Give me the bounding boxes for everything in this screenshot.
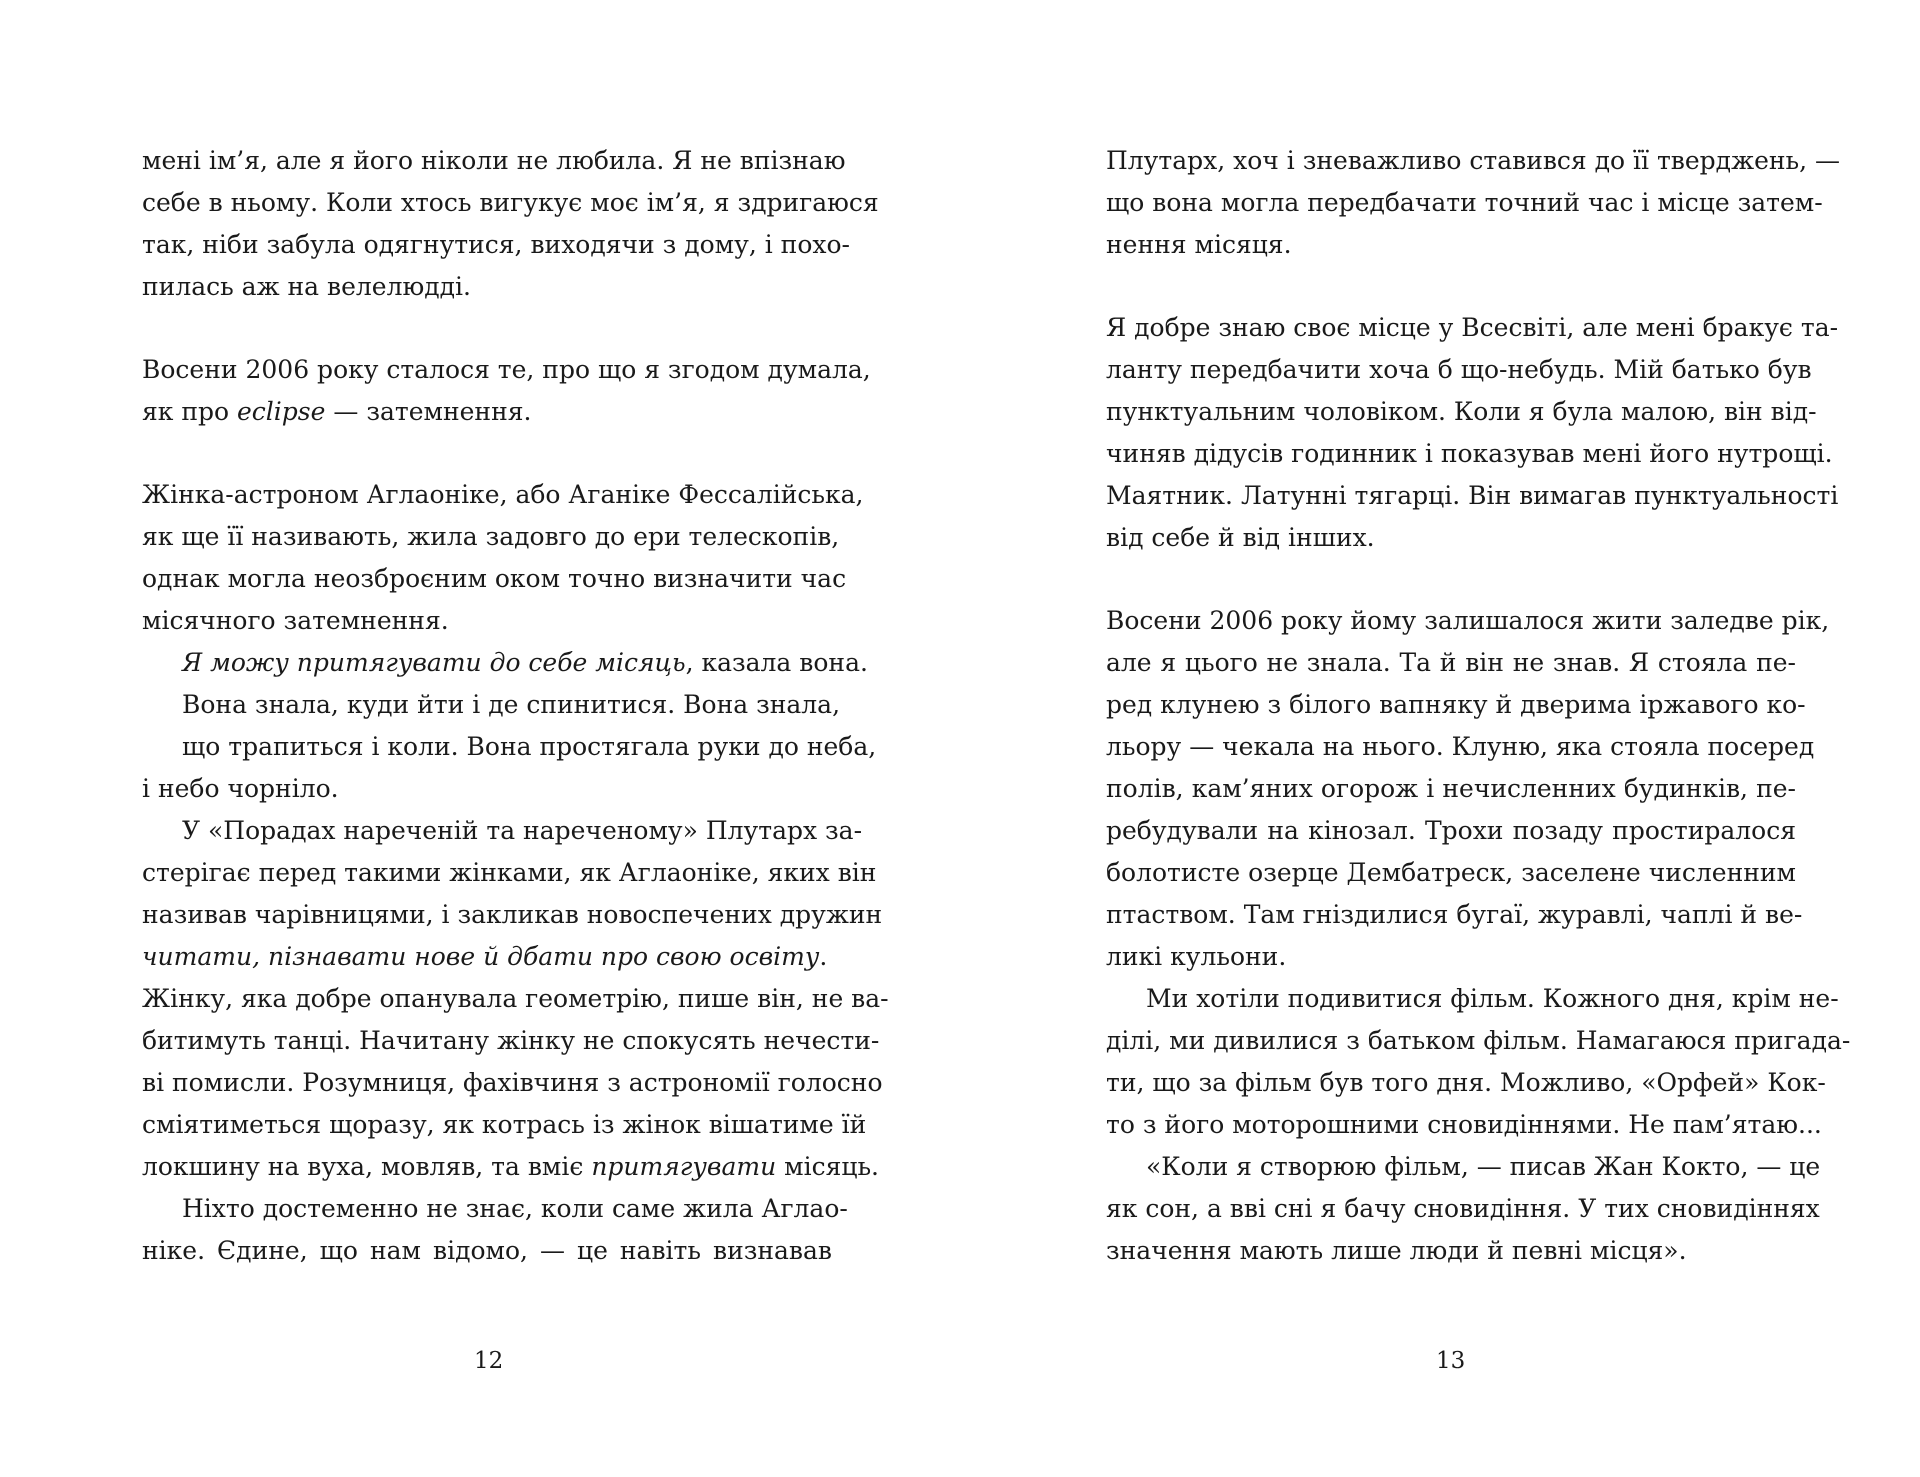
- text-segment: і небо чорніло.: [142, 774, 339, 803]
- right-text-line: [1106, 936, 1796, 978]
- text-segment: Восени 2006 року сталося те, про що я згодом думала,: [142, 355, 871, 384]
- text-segment: У «Порадах нареченій та нареченому» Плутарх за-: [182, 816, 863, 845]
- left-text-line: [142, 1104, 867, 1146]
- right-page-number: 13: [1436, 1348, 1466, 1374]
- text-segment: Ми хотіли подивитися фільм. Кожного дня, крім не-: [1146, 984, 1839, 1013]
- text-segment: полів, кам’яних огорож і нечисленних будинків, пе-: [1106, 774, 1796, 803]
- text-segment: болотисте озерце Дембатреск, заселене численним: [1106, 858, 1796, 887]
- text-segment: Я добре знаю своє місце у Всесвіті, але мені бракує та-: [1106, 313, 1839, 342]
- right-text-line: [1106, 1104, 1822, 1146]
- text-segment: Маятник. Латунні тягарці. Він вимагав пунктуальності: [1106, 481, 1839, 510]
- left-text-line: [142, 266, 832, 308]
- right-text-line: [1106, 140, 1841, 182]
- text-segment: — затемнення.: [325, 397, 532, 426]
- text-segment: ділі, ми дивилися з батьком фільм. Намагаюся пригада-: [1106, 1026, 1851, 1055]
- right-text-line: [1106, 600, 1830, 642]
- text-segment: пилась аж на велелюдді.: [142, 272, 471, 301]
- left-text-line: [142, 600, 832, 642]
- left-text-line: [142, 140, 846, 182]
- italic-text: притягувати: [591, 1152, 777, 1181]
- text-segment: від себе й від інших.: [1106, 523, 1375, 552]
- left-text-line: [142, 684, 841, 726]
- text-segment: ред клунею з білого вапняку й дверима іржавого ко-: [1106, 690, 1806, 719]
- right-text-line: [1106, 1020, 1851, 1062]
- right-text-line: [1106, 978, 1839, 1020]
- left-text-line: [142, 516, 840, 558]
- text-segment: ланту передбачити хоча б що-небудь. Мій батько був: [1106, 355, 1812, 384]
- text-segment: сміятиметься щоразу, як котрась із жінок вішатиме їй: [142, 1110, 867, 1139]
- text-segment: стерігає перед такими жінками, як Аглаоніке, яких він: [142, 858, 877, 887]
- text-segment: як про: [142, 397, 238, 426]
- text-segment: локшину на вуха, мовляв, та вміє: [142, 1152, 592, 1181]
- text-segment: що трапиться і коли. Вона простягала руки до неба,: [182, 732, 877, 761]
- right-text-line: [1106, 1188, 1820, 1230]
- text-segment: значення мають лише люди й певні місця».: [1106, 1236, 1687, 1265]
- right-text-line: [1106, 349, 1812, 391]
- left-text-line: [142, 1020, 880, 1062]
- left-text-line: [142, 1230, 832, 1272]
- text-segment: ти, що за фільм був того дня. Можливо, «Орфей» Кок-: [1106, 1068, 1826, 1097]
- text-segment: Вона знала, куди йти і де спинитися. Вона знала,: [182, 690, 841, 719]
- text-segment: мені ім’я, але я його ніколи не любила. Я не впізнаю: [142, 146, 846, 175]
- right-text-line: [1106, 768, 1796, 810]
- right-text-line: [1106, 852, 1796, 894]
- left-text-line: [142, 1188, 848, 1230]
- right-text-line: [1106, 726, 1815, 768]
- left-text-line: [142, 391, 832, 433]
- text-segment: ніке. Єдине, що нам відомо, — це навіть визнавав: [142, 1236, 832, 1265]
- text-segment: так, ніби забула одягнутися, виходячи з дому, і похо-: [142, 230, 850, 259]
- italic-text: читати, пізнавати нове й дбати про свою освіту: [142, 942, 820, 971]
- text-segment: як сон, а вві сні я бачу сновидіння. У тих сновидіннях: [1106, 1194, 1820, 1223]
- left-text-line: [142, 810, 863, 852]
- text-segment: Ніхто достеменно не знає, коли саме жила Аглао-: [182, 1194, 848, 1223]
- text-segment: Жінка-астроном Аглаоніке, або Аганіке Фессалійська,: [142, 480, 864, 509]
- left-text-line: [142, 1146, 879, 1188]
- right-text-line: [1106, 684, 1806, 726]
- left-text-line: [142, 852, 877, 894]
- text-segment: називав чарівницями, і закликав новоспечених дружин: [142, 900, 883, 929]
- right-text-line: [1106, 224, 1796, 266]
- italic-text: eclipse: [237, 397, 326, 426]
- text-segment: як ще її називають, жила задовго до ери телескопів,: [142, 522, 840, 551]
- text-segment: однак могла неозброєним оком точно визначити час: [142, 564, 847, 593]
- text-segment: але я цього не знала. Та й він не знав. Я стояла пе-: [1106, 648, 1796, 677]
- right-text-line: [1106, 307, 1839, 349]
- text-segment: місяць.: [776, 1152, 879, 1181]
- text-segment: льору — чекала на нього. Клуню, яка стояла посеред: [1106, 732, 1815, 761]
- text-segment: «Коли я створюю фільм, — писав Жан Кокто, — це: [1146, 1152, 1821, 1181]
- text-segment: ребудували на кінозал. Трохи позаду простиралося: [1106, 816, 1796, 845]
- left-page-number: 12: [474, 1348, 504, 1374]
- right-text-line: [1106, 1062, 1826, 1104]
- right-text-line: [1106, 894, 1803, 936]
- text-segment: нення місяця.: [1106, 230, 1292, 259]
- left-text-line: [142, 768, 832, 810]
- text-segment: ві помисли. Розумниця, фахівчиня з астрономії голосно: [142, 1068, 883, 1097]
- text-segment: Плутарх, хоч і зневажливо ставився до її тверджень, —: [1106, 146, 1841, 175]
- text-segment: Восени 2006 року йому залишалося жити заледве рік,: [1106, 606, 1830, 635]
- text-segment: себе в ньому. Коли хтось вигукує моє ім’я, я здригаюся: [142, 188, 879, 217]
- right-text-line: [1106, 642, 1796, 684]
- text-segment: ликі кульони.: [1106, 942, 1287, 971]
- text-segment: місячного затемнення.: [142, 606, 449, 635]
- italic-text: Я можу притягувати до себе місяць: [182, 648, 686, 677]
- text-segment: Жінку, яка добре опанувала геометрію, пише він, не ва-: [142, 984, 889, 1013]
- left-text-line: [142, 182, 879, 224]
- left-text-line: [142, 1062, 883, 1104]
- right-text-line: [1106, 475, 1839, 517]
- text-segment: .: [819, 942, 828, 971]
- left-text-line: [142, 349, 871, 391]
- right-text-line: [1106, 1146, 1821, 1188]
- left-text-line: [142, 978, 889, 1020]
- right-text-line: [1106, 391, 1817, 433]
- text-segment: що вона могла передбачати точний час і місце затем-: [1106, 188, 1823, 217]
- right-text-line: [1106, 433, 1833, 475]
- left-text-line: [142, 894, 883, 936]
- text-segment: битимуть танці. Начитану жінку не спокусять нечести-: [142, 1026, 880, 1055]
- text-segment: птаством. Там гніздилися бугаї, журавлі, чаплі й ве-: [1106, 900, 1803, 929]
- left-text-line: [142, 936, 832, 978]
- text-segment: пунктуальним чоловіком. Коли я була малою, він від-: [1106, 397, 1817, 426]
- right-text-line: [1106, 1230, 1796, 1272]
- left-text-line: [142, 474, 864, 516]
- left-text-line: [142, 224, 850, 266]
- text-segment: , казала вона.: [685, 648, 868, 677]
- text-segment: чиняв дідусів годинник і показував мені його нутрощі.: [1106, 439, 1833, 468]
- right-text-line: [1106, 182, 1823, 224]
- right-text-line: [1106, 517, 1796, 559]
- left-text-line: [142, 726, 877, 768]
- right-text-line: [1106, 810, 1796, 852]
- text-segment: то з його моторошними сновидіннями. Не пам’ятаю...: [1106, 1110, 1822, 1139]
- left-text-line: [142, 558, 847, 600]
- left-text-line: [142, 642, 868, 684]
